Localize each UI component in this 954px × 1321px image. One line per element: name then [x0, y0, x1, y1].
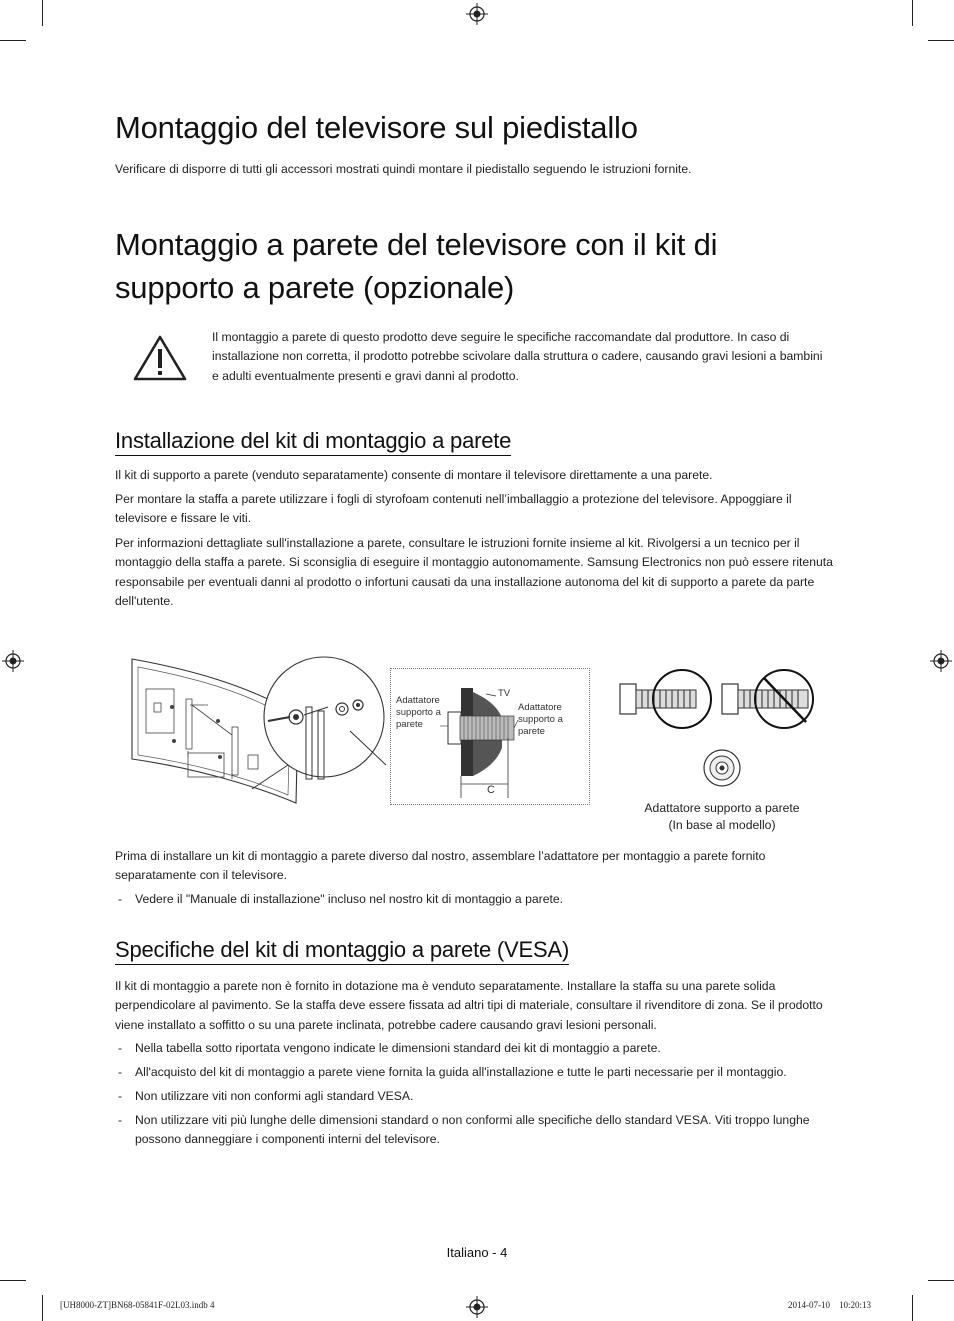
bullet-text: All'acquisto del kit di montaggio a parete viene fornita la guida all'installazione e tutte le parti necessarie per il montaggio. [135, 1065, 787, 1079]
vesa-bullet [115, 1039, 840, 1058]
label-tv: TV [498, 688, 511, 699]
bullet-text: Non utilizzare viti non conformi agli standard VESA. [135, 1089, 414, 1103]
label-adapter-right: Adattatore supporto a parete [518, 702, 563, 737]
vesa-bullet [115, 1111, 840, 1150]
vesa-bullet [115, 1063, 840, 1082]
correct-screw-icon [618, 668, 718, 732]
label-adapter-left: Adattatore supporto a parete [396, 695, 441, 730]
install-paragraph-2: Per montare la staffa a parete utilizzare i fogli di styrofoam contenuti nell’imballaggio a protezione del televisore. Appoggiare il televisore e fissare le viti. [115, 492, 792, 526]
wall-mount-title-line-1: Montaggio a parete del televisore con il kit di [115, 227, 718, 262]
stand-intro: Verificare di disporre di tutti gli accessori mostrati quindi montare il piedistallo seguendo le istruzioni fornite. [115, 162, 692, 176]
bullet-text: Nella tabella sotto riportata vengono indicate le dimensioni standard dei kit di montaggio a parete. [135, 1041, 661, 1055]
crop-mark [42, 1295, 43, 1321]
vesa-bullet [115, 1087, 840, 1106]
section-heading-vesa: Specifiche del kit di montaggio a parete (VESA) [115, 937, 569, 965]
vesa-paragraph: Il kit di montaggio a parete non è fornito in dotazione ma è venduto separatamente. Installare la staffa su una parete solida perpendicolare al pavimento. Se la staffa deve essere fissata ad altri tipi di materiale, consultare il rivenditore di zona. Se il prodotto viene installato a soffitto o su una parete inclinata, potrebbe cadere causando gravi lesioni personali. [115, 979, 823, 1032]
crop-mark [928, 40, 954, 41]
adapter-caption-line-1: Adattatore supporto a parete [644, 801, 800, 815]
crop-mark [912, 0, 913, 26]
print-slug-date: 2014-07-10 10:20:13 [788, 1300, 871, 1310]
bullet-text: Non utilizzare viti più lunghe delle dimensioni standard o non conformi alle specifiche dello standard VESA. Viti troppo lunghe possono danneggiare i componenti interni del televisore. [135, 1113, 810, 1147]
bullet-text: Vedere il "Manuale di installazione" incluso nel nostro kit di montaggio a parete. [135, 892, 564, 906]
adapter-caption [622, 800, 822, 834]
page-title-stand: Montaggio del televisore sul piedistallo [115, 110, 638, 145]
bullet-dash: - [118, 1041, 123, 1055]
registration-mark-icon [2, 650, 24, 672]
page-number: Italiano - 4 [446, 1245, 508, 1260]
crop-mark [912, 1295, 913, 1321]
section-heading-install: Installazione del kit di montaggio a parete [115, 428, 511, 456]
wall-mount-title [115, 223, 875, 309]
before-install-bullet [115, 890, 840, 909]
bullet-dash: - [118, 1089, 123, 1103]
adapter-caption-line-2: (In base al modello) [668, 818, 776, 832]
bullet-dash: - [118, 1113, 123, 1127]
incorrect-screw-icon [720, 668, 820, 732]
registration-mark-icon [930, 650, 952, 672]
warning-text: Il montaggio a parete di questo prodotto deve seguire le specifiche raccomandate dal produttore. In caso di installazione non corretta, il prodotto potrebbe scivolare dalla struttura o cadere, causando gravi lesioni a bambini e adulti eventualmente presenti e gravi danni al prodotto. [212, 330, 823, 383]
before-install-text: Prima di installare un kit di montaggio a parete diverso dal nostro, assemblare l’adattatore per montaggio a parete fornito separatamente con il televisore. [115, 849, 766, 883]
bullet-dash: - [118, 892, 123, 906]
label-c: C [487, 784, 495, 796]
crop-mark [42, 0, 43, 26]
wall-mount-title-line-2: supporto a parete (opzionale) [115, 270, 515, 305]
install-paragraph-3: Per informazioni dettagliate sull'installazione a parete, consultare le istruzioni fornite insieme al kit. Rivolgersi a un tecnico per il montaggio della staffa a parete. Si sconsiglia di eseguire il montaggio autonomamente. Samsung Electronics non può essere ritenuta responsabile per eventuali danni al prodotto o infortuni causati da una installazione autonoma del kit di supporto a parete da parte dell'utente. [115, 536, 833, 608]
warning-triangle-icon [132, 334, 188, 382]
print-slug-file: [UH8000-ZT]BN68-05841F-02L03.indb 4 [60, 1300, 215, 1310]
registration-mark-icon [466, 3, 488, 25]
crop-mark [0, 40, 26, 41]
crop-mark [928, 1280, 954, 1281]
bullet-dash: - [118, 1065, 123, 1079]
crop-mark [0, 1280, 26, 1281]
tv-back-illustration [128, 655, 390, 805]
wall-mount-adapter-icon [702, 742, 742, 794]
install-paragraph-1: Il kit di supporto a parete (venduto separatamente) consente di montare il televisore direttamente a una parete. [115, 468, 713, 482]
registration-mark-icon [466, 1296, 488, 1318]
